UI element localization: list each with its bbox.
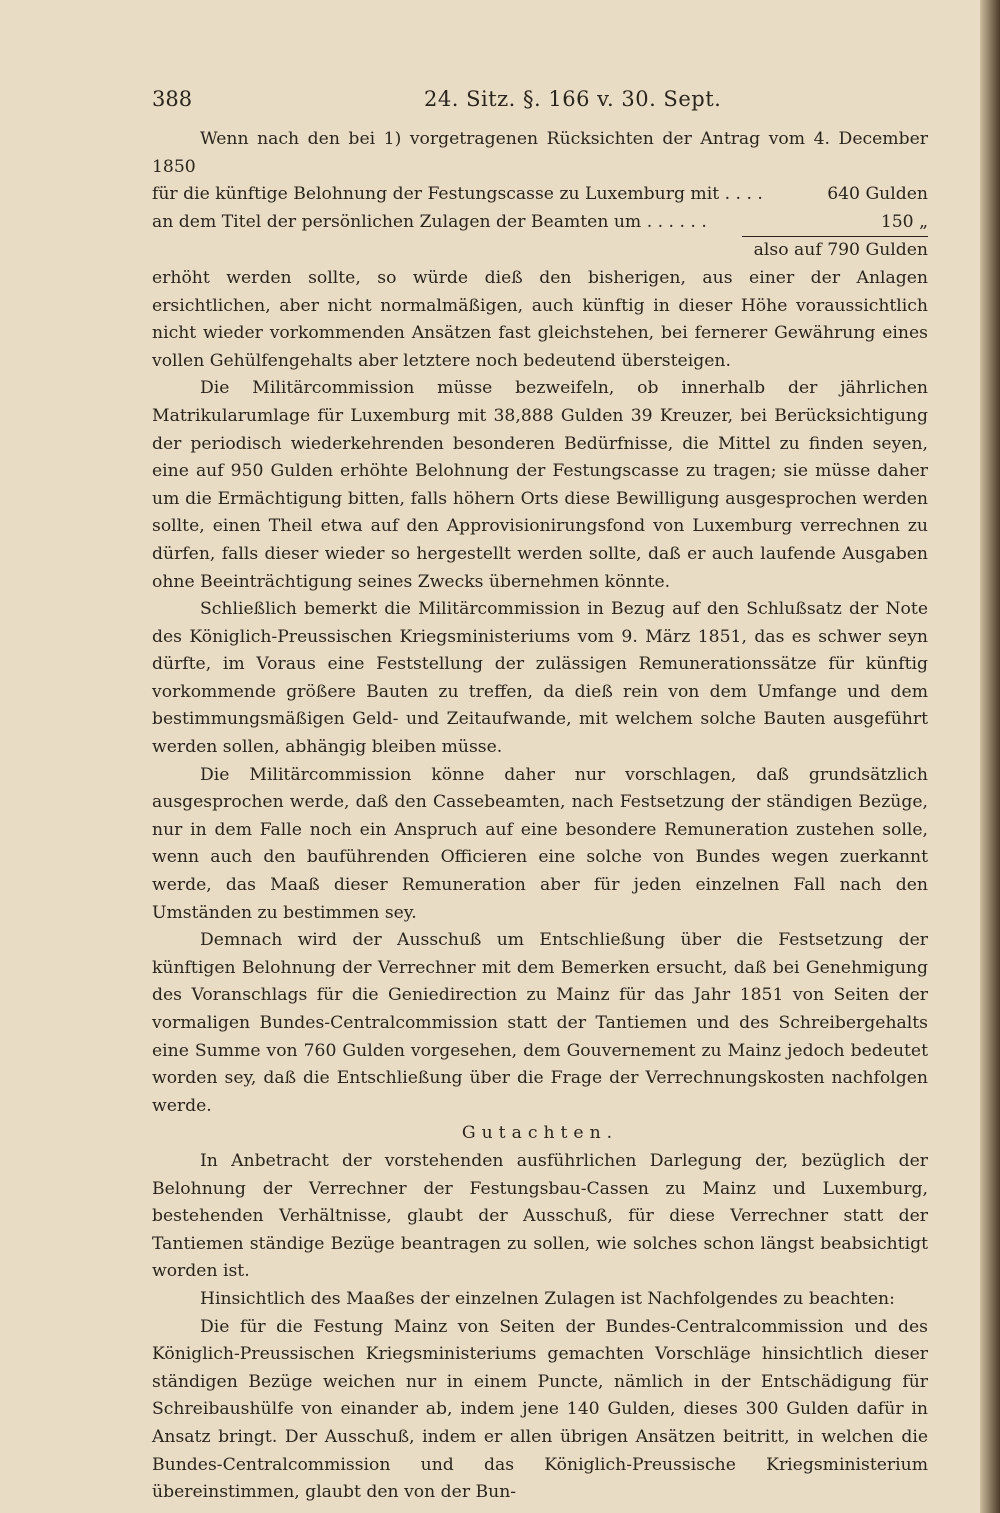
amount-row-2: [152, 209, 928, 237]
page-number: 388: [152, 87, 193, 111]
page-header: [152, 86, 928, 118]
sum-line: also auf 790 Gulden: [742, 236, 928, 265]
amount-row-1-text: für die künftige Belohnung der Festungscasse zu Luxemburg mit . . . .: [152, 184, 763, 205]
amount-row-1: [152, 181, 928, 209]
paragraph-3: Schließlich bemerkt die Militärcommission in Bezug auf den Schlußsatz der Note des Königlich-Preussischen Kriegsministeriums vom 9. März 1851, das es schwer seyn dürfte, im Voraus eine Feststellung der zulässigen Remunerationssätze für künftig vorkommende größere Bauten zu treffen, da dieß rein von dem Umfange und dem bestimmungsmäßigen Geld- und Zeitaufwande, mit welchem solche Bauten ausgeführt werden sollen, abhängig bleiben müsse.: [152, 599, 928, 758]
paragraph-6: In Anbetracht der vorstehenden ausführlichen Darlegung der, bezüglich der Belohnung der Verrechner der Festungsbau-Cassen zu Mainz und Luxemburg, bestehenden Verhältnisse, glaubt der Ausschuß, für diese Verrechner statt der Tantiemen ständige Bezüge beantragen zu sollen, wie solches schon längst beabsichtigt worden ist.: [152, 1150, 928, 1282]
paragraph-2: Die Militärcommission müsse bezweifeln, ob innerhalb der jährlichen Matrikularumlage für Luxemburg mit 38,888 Gulden 39 Kreuzer, bei Berücksichtigung der periodisch wiederkehrenden besonderen Bedürfnisse, die Mittel zu finden seyen, eine auf 950 Gulden erhöhte Belohnung der Festungscasse zu tragen; sie müsse daher um die Ermächtigung bitten, falls höhern Orts diese Bewilligung ausgesprochen werden sollte, einen Theil etwa auf den Approvisionirungsfond von Luxemburg verrechnen zu dürfen, falls dieser wieder so hergestellt werden sollte, daß er auch laufende Ausgaben ohne Beeinträchtigung seines Zwecks übernehmen könnte.: [152, 378, 928, 592]
paragraph-1: erhöht werden sollte, so würde dieß den bisherigen, aus einer der Anlagen ersichtlichen, aber nicht normalmäßigen, auch künftig in dieser Höhe voraussichtlich nicht wieder vorkommenden Ansätzen fast gleichstehen, bei fernerer Gewährung eines vollen Gehülfengehalts aber letztere noch bedeutend übersteigen.: [152, 267, 928, 371]
intro-line: Wenn nach den bei 1) vorgetragenen Rücksichten der Antrag vom 4. December 1850: [152, 129, 928, 177]
running-title: 24. Sitz. §. 166 v. 30. Sept.: [424, 87, 722, 111]
amount-row-1-value: 640 Gulden: [827, 184, 928, 205]
paragraph-4: Die Militärcommission könne daher nur vorschlagen, daß grundsätzlich ausgesprochen werde, daß den Cassebeamten, nach Festsetzung der ständigen Bezüge, nur in dem Falle noch ein Anspruch auf eine besondere Remuneration zustehen solle, wenn auch den bauführenden Officieren eine solche von Bundes wegen zuerkannt werde, das Maaß dieser Remuneration aber für jeden einzelnen Fall nach den Umständen zu bestimmen sey.: [152, 764, 928, 923]
section-heading: Gutachten.: [461, 1123, 619, 1144]
paragraph-5: Demnach wird der Ausschuß um Entschließung über die Festsetzung der künftigen Belohnung der Verrechner mit dem Bemerken ersucht, daß bei Genehmigung des Voranschlags für die Geniedirection zu Mainz für das Jahr 1851 von Seiten der vormaligen Bundes-Centralcommission statt der Tantiemen und des Schreibergehalts eine Summe von 760 Gulden vorgesehen, dem Gouvernement zu Mainz jedoch bedeutet worden sey, daß die Entschließung über die Frage der Verrechnungskosten nachfolgen werde.: [152, 930, 928, 1116]
amount-row-2-text: an dem Titel der persönlichen Zulagen der Beamten um . . . . . .: [152, 211, 707, 232]
paragraph-7: Hinsichtlich des Maaßes der einzelnen Zulagen ist Nachfolgendes zu beachten:: [200, 1288, 895, 1309]
paragraph-8: Die für die Festung Mainz von Seiten der Bundes-Centralcommission und des Königlich-Preussischen Kriegsministeriums gemachten Vorschläge hinsichtlich dieser ständigen Bezüge weichen nur in einem Puncte, nämlich in der Entschädigung für Schreibaushülfe von einander ab, indem jene 140 Gulden, dieses 300 Gulden dafür in Ansatz bringt. Der Ausschuß, indem er allen übrigen Ansätzen beitritt, in welchen die Bundes-Centralcommission und das Königlich-Preussische Kriegsministerium übereinstimmen, glaubt den von der Bun-: [152, 1316, 928, 1503]
page-text: [152, 86, 928, 1507]
amount-row-2-value: 150 „: [880, 211, 928, 232]
